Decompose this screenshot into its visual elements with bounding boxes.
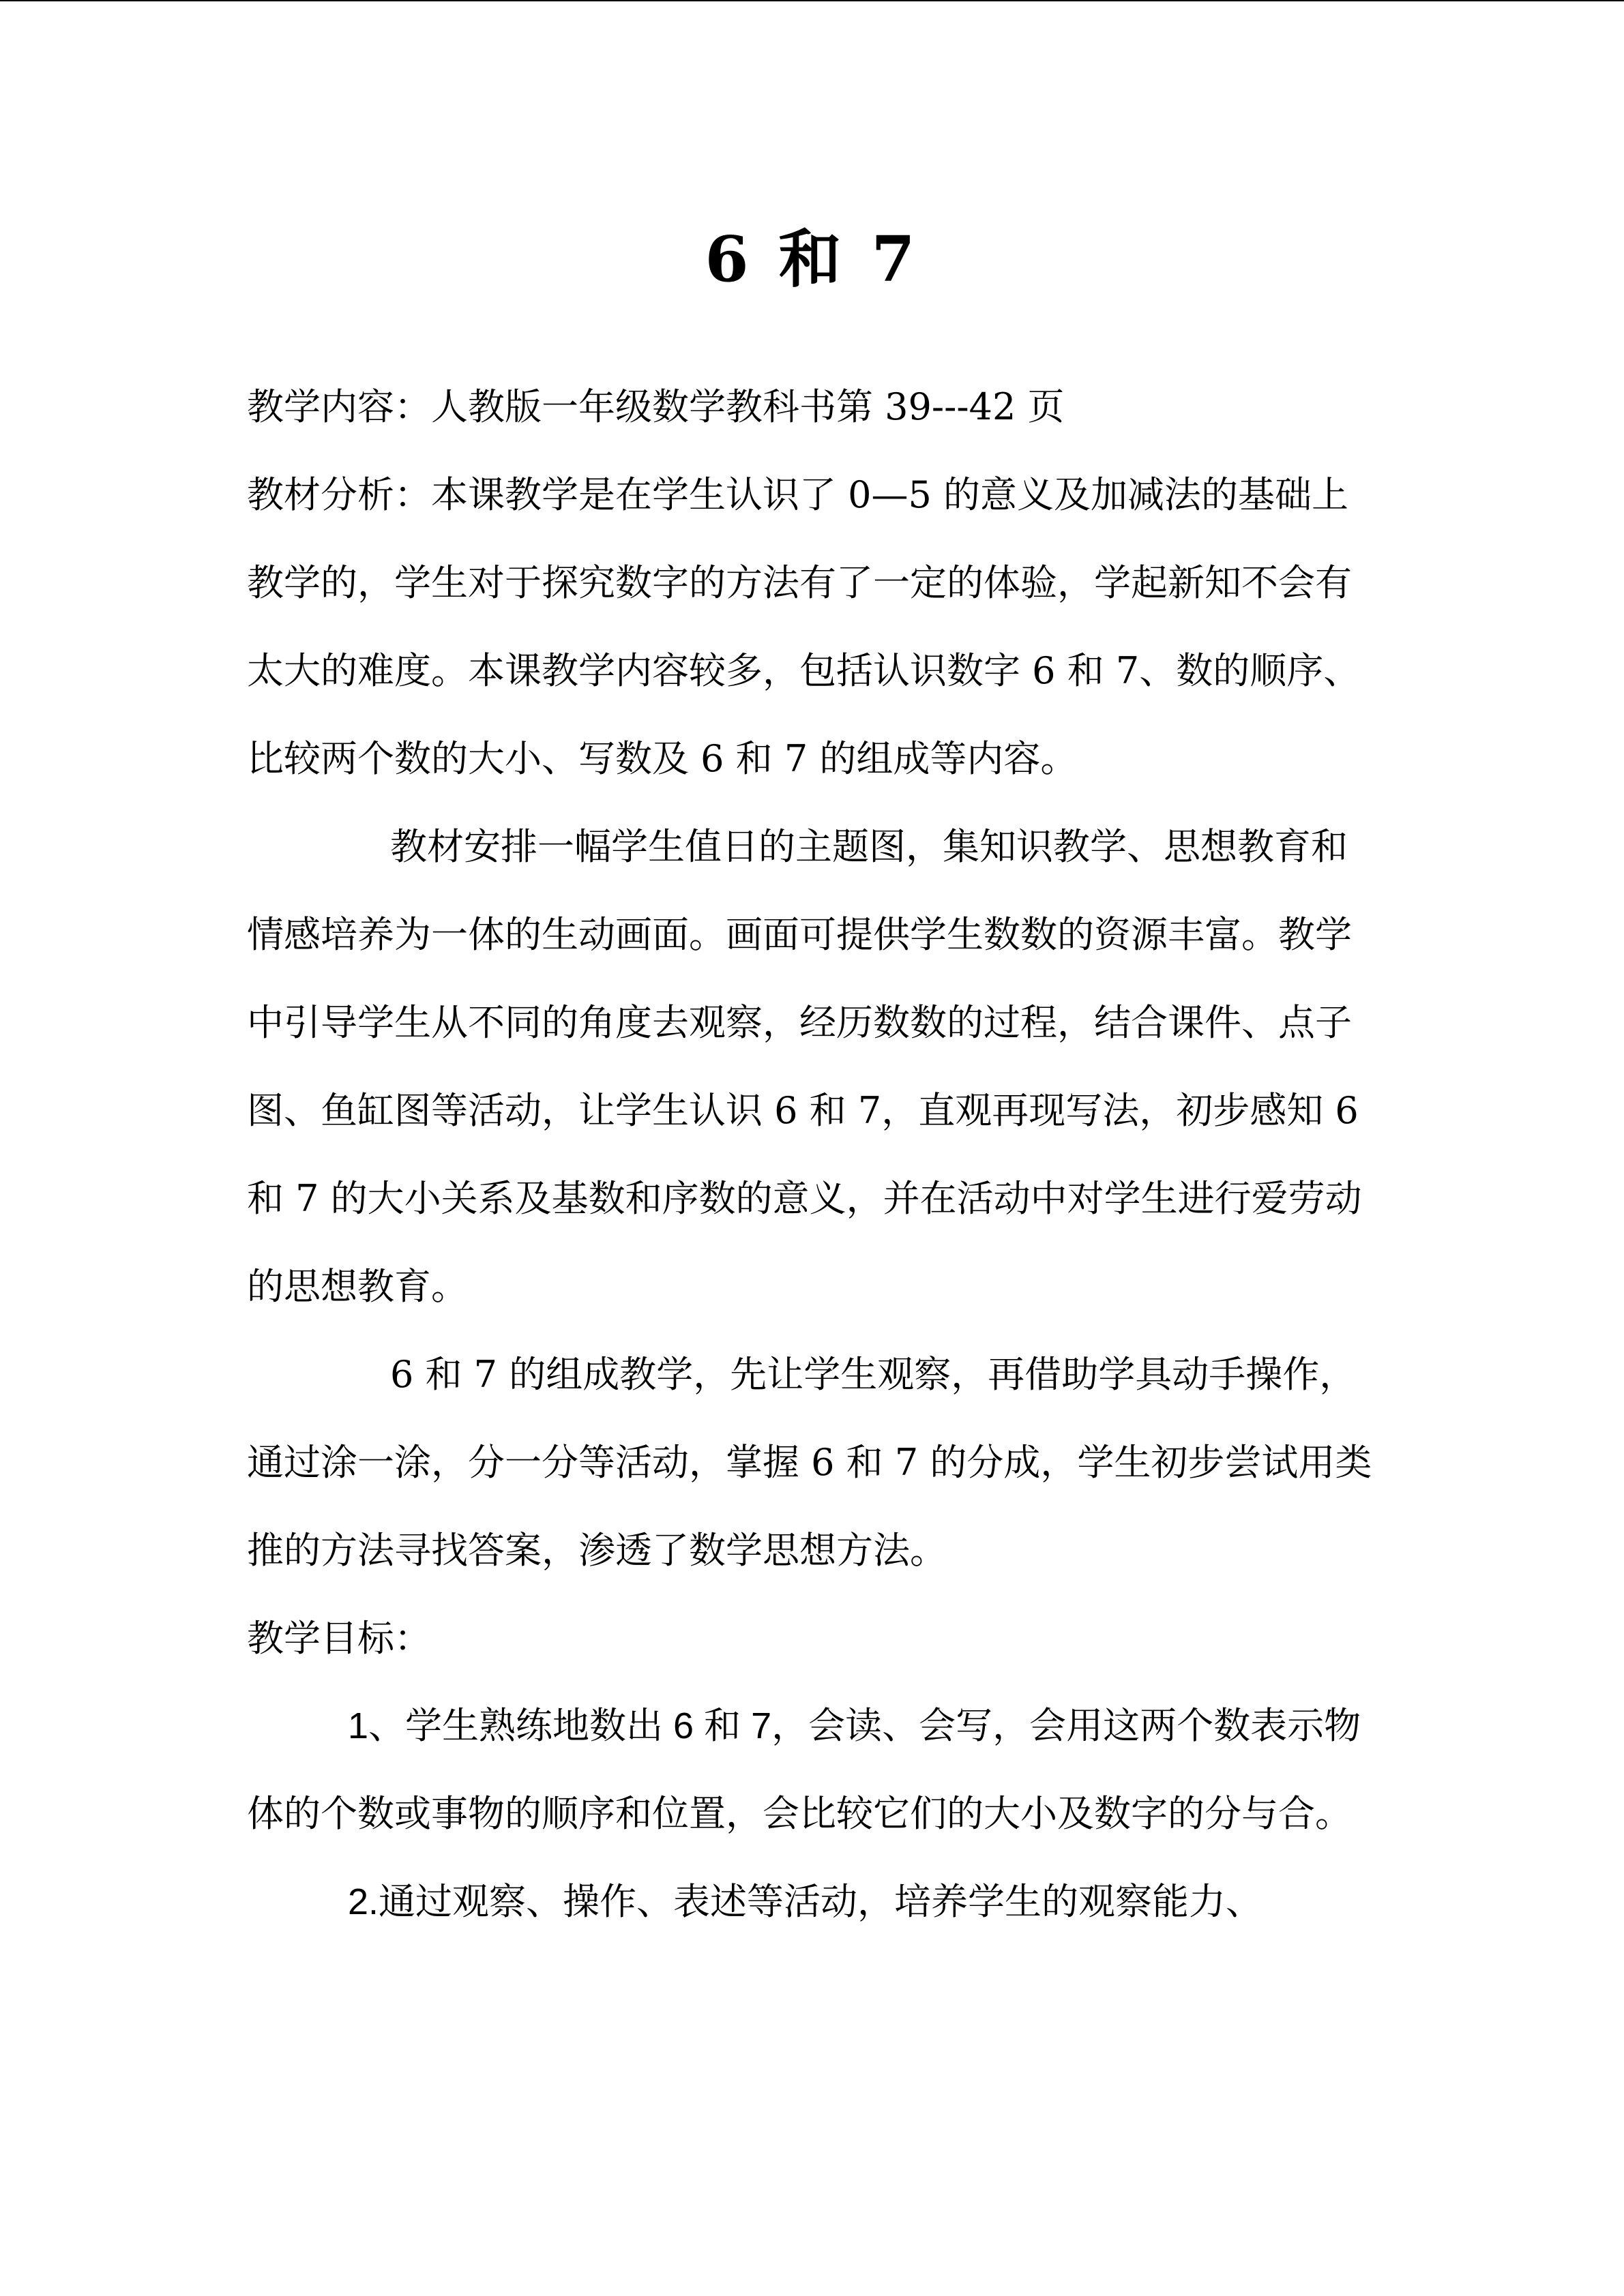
teaching-content-line: 教学内容：人教版一年级数学教科书第 39---42 页 (247, 385, 1065, 428)
objectives-heading: 教学目标： (247, 1617, 431, 1660)
document-body (247, 363, 1379, 1946)
objective-item-1: 1、学生熟练地数出 6 和 7，会读、会写，会用这两个数表示物体的个数或事物的顺序和位置，会比较它们的大小及数字的分与合。 (247, 1705, 1361, 1834)
objective-item-2: 2.通过观察、操作、表述等活动，培养学生的观察能力、 (348, 1881, 1263, 1922)
document-title: 6 和 7 (705, 222, 919, 296)
material-analysis-paragraph-2: 教材安排一幅学生值日的主题图，集知识教学、思想教育和情感培养为一体的生动画面。画面可提供学生数数的资源丰富。教学中引导学生从不同的角度去观察，经历数数的过程，结合课件、点子图、鱼缸图等活动，让学生认识 6 和 7，直观再现写法，初步感知 6 和 7 的大小关系及基数和序数的意义，并在活动中对学生进行爱劳动的思想教育。 (247, 825, 1362, 1308)
material-analysis-paragraph-1: 教材分析：本课教学是在学生认识了 0—5 的意义及加减法的基础上教学的，学生对于探究数字的方法有了一定的体验，学起新知不会有太大的难度。本课教学内容较多，包括认识数字 6 和 7、数的顺序、比较两个数的大小、写数及 6 和 7 的组成等内容。 (247, 473, 1361, 780)
material-analysis-paragraph-3: 6 和 7 的组成教学，先让学生观察，再借助学具动手操作，通过涂一涂，分一分等活动，掌握 6 和 7 的分成，学生初步尝试用类推的方法寻找答案，渗透了数学思想方法。 (247, 1353, 1372, 1572)
